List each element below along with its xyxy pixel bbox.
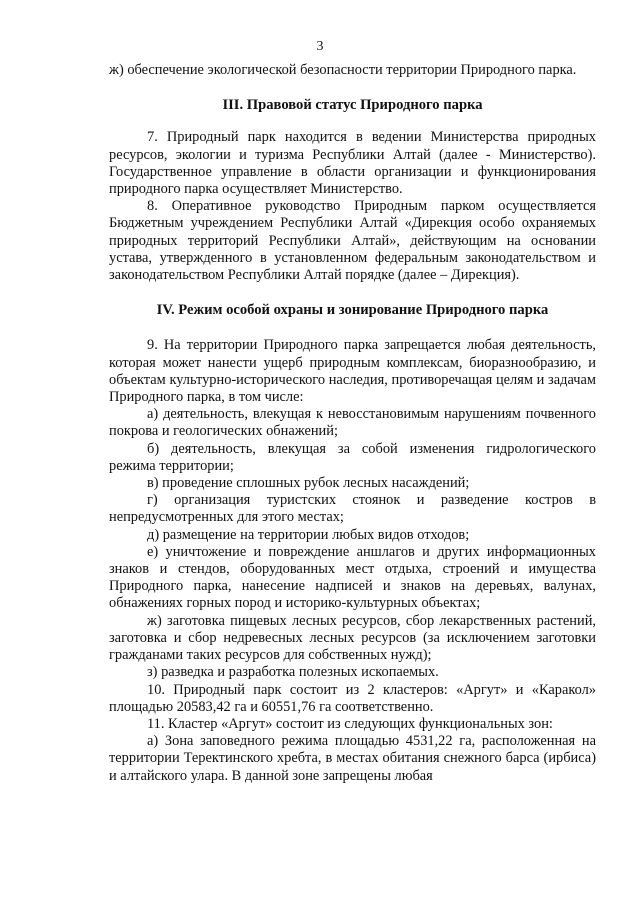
paragraph-zh-ecological-safety: ж) обеспечение экологической безопасности территории Природного парка.: [109, 62, 577, 78]
paragraph-9: 9. На территории Природного парка запрещается любая деятельность, которая может нанести ущерб природным комплексам, биоразнообразию, и объектам культурно-исторического наследия, противоречащая целям и задачам Природного парка, в том числе:: [109, 337, 596, 406]
page-number: 3: [316, 39, 324, 54]
section-heading-legal-status: III. Правовой статус Природного парка: [222, 97, 483, 114]
list-item-d: д) размещение на территории любых видов отходов;: [147, 526, 470, 543]
list-item-a: а) деятельность, влекущая к невосстановимым нарушениям почвенного покрова и геологических обнажений;: [109, 406, 596, 440]
list-item-g: г) организация туристских стоянок и разведение костров в непредусмотренных для этого местах;: [109, 492, 596, 526]
list-item-b: б) деятельность, влекущая за собой изменения гидрологического режима территории;: [109, 440, 596, 474]
list-item-e: е) уничтожение и повреждение аншлагов и других информационных знаков и стендов, оборудованных мест отдыха, строений и имущества Природного парка, нанесение надписей и знаков на деревьях, валунах, обнажениях горных пород и историко-культурных объектах;: [109, 543, 596, 612]
paragraph-10: 10. Природный парк состоит из 2 кластеров: «Аргут» и «Каракол» площадью 20583,42 га и 60551,76 га соответственно.: [109, 681, 596, 715]
paragraph-7: 7. Природный парк находится в ведении Министерства природных ресурсов, экологии и туризма Республики Алтай (далее - Министерство). Государственное управление в области организации и функционирования природного парка осуществляет Министерство.: [109, 129, 596, 198]
list-item-zh: ж) заготовка пищевых лесных ресурсов, сбор лекарственных растений, заготовка и сбор недревесных лесных ресурсов (за исключением заготовки гражданами таких ресурсов для собственных нужд);: [109, 612, 596, 664]
list-item-v: в) проведение сплошных рубок лесных насаждений;: [147, 475, 470, 492]
paragraph-11-a: а) Зона заповедного режима площадью 4531,22 га, расположенная на территории Теректинского хребта, в местах обитания снежного барса (ирбиса) и алтайского улара. В данной зоне запрещены любая: [109, 733, 596, 784]
section-heading-protection-regime: IV. Режим особой охраны и зонирование Природного парка: [156, 302, 549, 319]
list-item-z: з) разведка и разработка полезных ископаемых.: [147, 664, 439, 681]
paragraph-8: 8. Оперативное руководство Природным парком осуществляется Бюджетным учреждением Республики Алтай «Дирекция особо охраняемых природных территорий Республики Алтай», действующим на основании устава, утвержденного в установленном федеральным законодательством и законодательством Республики Алтай порядке (далее – Дирекция).: [109, 198, 596, 284]
paragraph-11: 11. Кластер «Аргут» состоит из следующих функциональных зон:: [147, 715, 553, 732]
document-body: [109, 62, 596, 785]
